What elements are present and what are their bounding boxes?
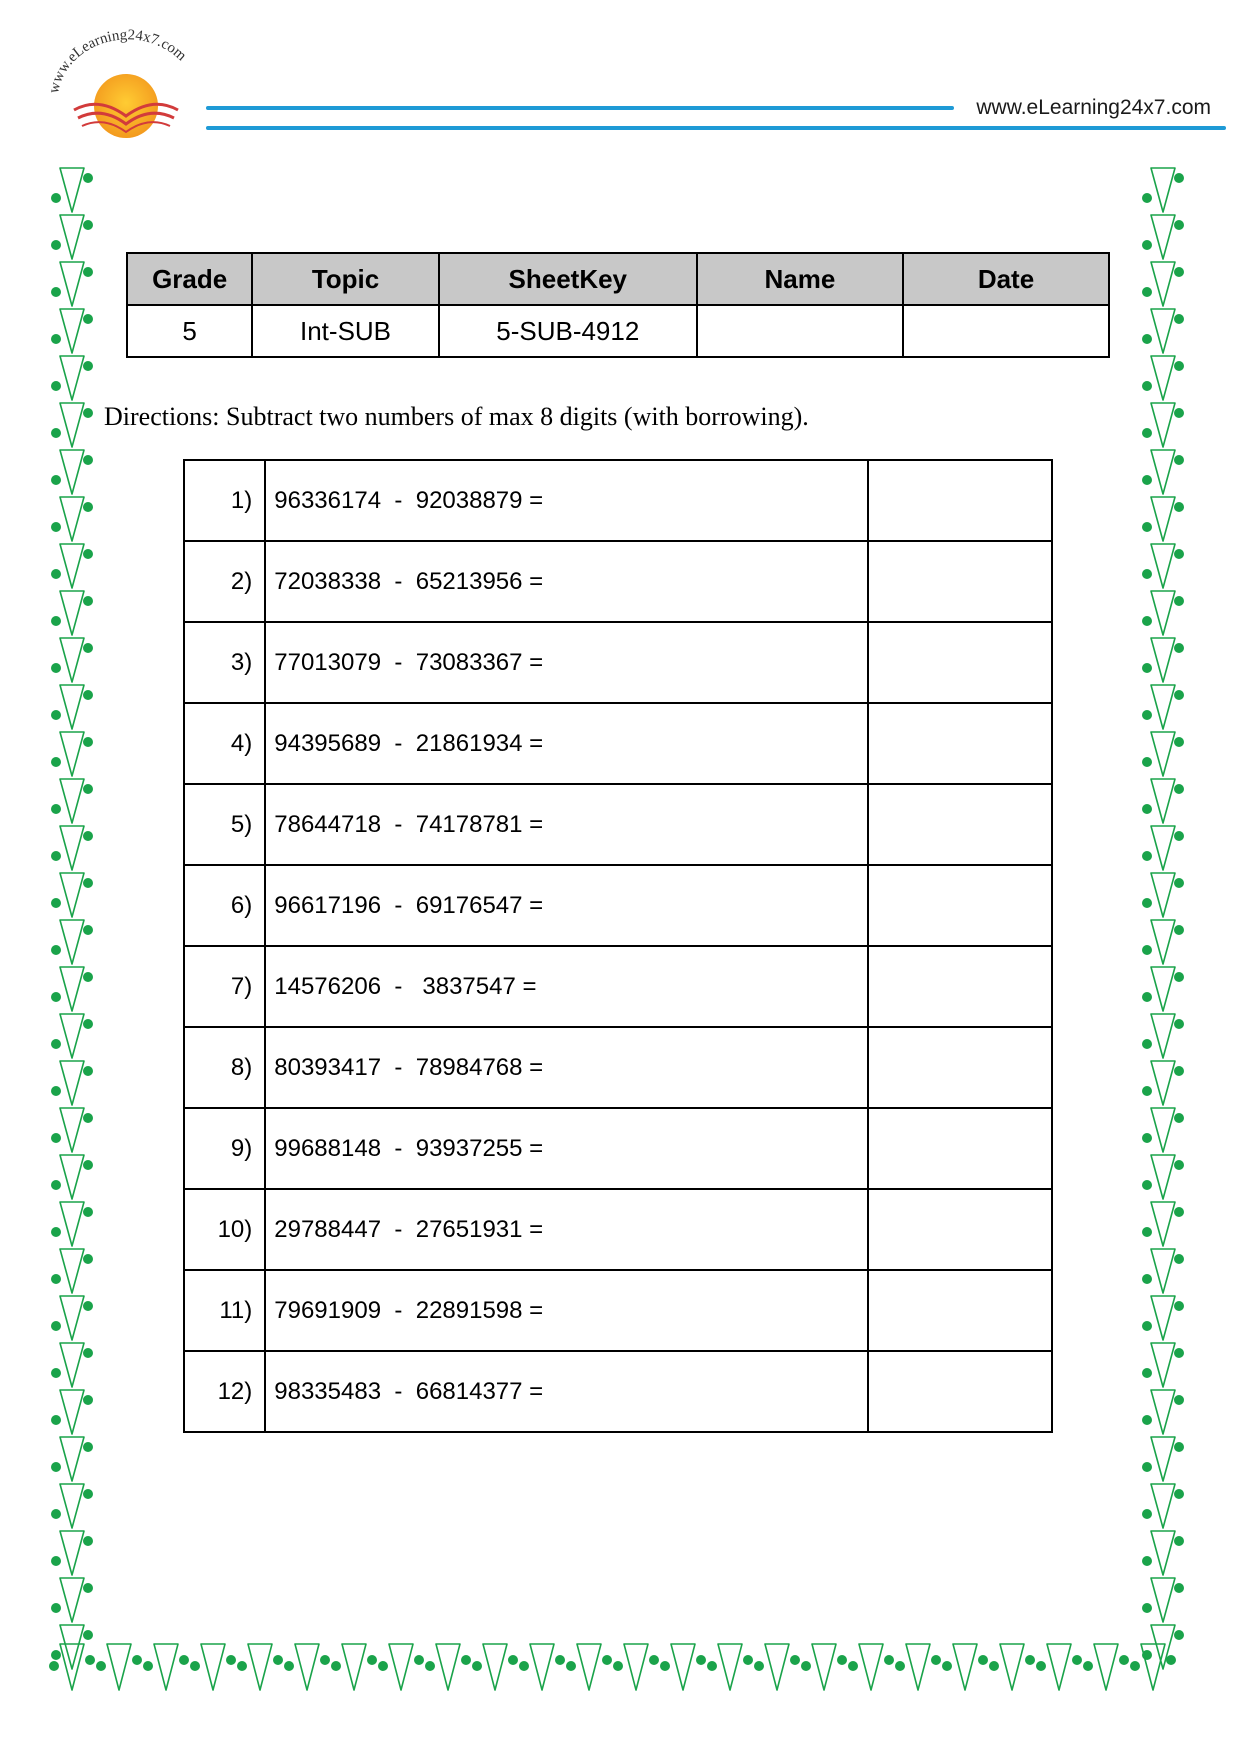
problem-number: 7): [184, 946, 265, 1027]
problem-row: [184, 1189, 1052, 1270]
grade-value: 5: [127, 305, 252, 357]
problem-expression: [265, 460, 868, 541]
logo-arc-text: www.eLearning24x7.com: [46, 27, 190, 95]
equals-sign: =: [522, 486, 544, 514]
equals-sign: =: [522, 1377, 544, 1405]
subtrahend: 78984768: [415, 1053, 523, 1081]
answer-box[interactable]: [868, 1108, 1052, 1189]
minuend: 79691909: [274, 1296, 382, 1324]
problem-row: [184, 946, 1052, 1027]
date-field[interactable]: [903, 305, 1109, 357]
minuend: 98335483: [274, 1377, 382, 1405]
subtrahend: 92038879: [415, 486, 523, 514]
problem-number: 6): [184, 865, 265, 946]
info-value-row: [127, 305, 1109, 357]
info-table: [126, 252, 1110, 358]
answer-box[interactable]: [868, 460, 1052, 541]
subtrahend: 69176547: [415, 891, 523, 919]
answer-box[interactable]: [868, 622, 1052, 703]
problem-expression: [265, 1189, 868, 1270]
minuend: 72038338: [274, 567, 382, 595]
problem-row: [184, 865, 1052, 946]
problem-row: [184, 1351, 1052, 1432]
problem-row: [184, 622, 1052, 703]
subtrahend: 73083367: [415, 648, 523, 676]
equals-sign: =: [522, 1134, 544, 1162]
answer-box[interactable]: [868, 1351, 1052, 1432]
subtrahend: 74178781: [415, 810, 523, 838]
minuend: 96336174: [274, 486, 382, 514]
subtrahend: 65213956: [415, 567, 523, 595]
equals-sign: =: [522, 648, 544, 676]
topic-header: Topic: [252, 253, 438, 305]
problem-row: [184, 1270, 1052, 1351]
problem-expression: [265, 622, 868, 703]
name-header: Name: [697, 253, 903, 305]
minus-sign: -: [381, 1377, 416, 1405]
equals-sign: =: [522, 1296, 544, 1324]
minuend: 80393417: [274, 1053, 382, 1081]
problem-number: 10): [184, 1189, 265, 1270]
info-header-row: [127, 253, 1109, 305]
minus-sign: -: [381, 810, 416, 838]
problem-expression: [265, 1270, 868, 1351]
problem-expression: [265, 1027, 868, 1108]
problem-row: [184, 1027, 1052, 1108]
equals-sign: =: [522, 891, 544, 919]
problem-number: 1): [184, 460, 265, 541]
problem-row: [184, 1108, 1052, 1189]
problem-number: 12): [184, 1351, 265, 1432]
problem-number: 11): [184, 1270, 265, 1351]
problem-row: [184, 460, 1052, 541]
equals-sign: =: [515, 972, 537, 1000]
subtrahend: 66814377: [415, 1377, 523, 1405]
answer-box[interactable]: [868, 1027, 1052, 1108]
minus-sign: -: [381, 1215, 416, 1243]
directions-text: Directions: Subtract two numbers of max 8 digits (with borrowing).: [104, 402, 809, 431]
minuend: 78644718: [274, 810, 382, 838]
answer-box[interactable]: [868, 1270, 1052, 1351]
date-header: Date: [903, 253, 1109, 305]
problems-table: [183, 459, 1053, 1433]
minuend: 14576206: [274, 972, 382, 1000]
minuend: 29788447: [274, 1215, 382, 1243]
problem-expression: [265, 865, 868, 946]
answer-box[interactable]: [868, 784, 1052, 865]
subtrahend: 27651931: [415, 1215, 523, 1243]
problem-expression: [265, 1108, 868, 1189]
answer-box[interactable]: [868, 703, 1052, 784]
minus-sign: -: [381, 1053, 416, 1081]
answer-box[interactable]: [868, 1189, 1052, 1270]
answer-box[interactable]: [868, 946, 1052, 1027]
problem-expression: [265, 703, 868, 784]
minus-sign: -: [381, 729, 416, 757]
problem-expression: [265, 946, 868, 1027]
subtrahend: 21861934: [415, 729, 523, 757]
minus-sign: -: [381, 567, 416, 595]
minus-sign: -: [381, 1296, 416, 1324]
answer-box[interactable]: [868, 865, 1052, 946]
problem-number: 2): [184, 541, 265, 622]
problem-number: 3): [184, 622, 265, 703]
minuend: 94395689: [274, 729, 382, 757]
problem-number: 8): [184, 1027, 265, 1108]
minuend: 77013079: [274, 648, 382, 676]
minus-sign: -: [381, 891, 416, 919]
minus-sign: -: [381, 972, 416, 1000]
problem-expression: [265, 541, 868, 622]
equals-sign: =: [522, 729, 544, 757]
minus-sign: -: [381, 486, 416, 514]
minus-sign: -: [381, 648, 416, 676]
name-field[interactable]: [697, 305, 903, 357]
sheetkey-header: SheetKey: [439, 253, 697, 305]
subtrahend: 93937255: [415, 1134, 523, 1162]
problem-number: 4): [184, 703, 265, 784]
answer-box[interactable]: [868, 541, 1052, 622]
problem-row: [184, 703, 1052, 784]
problem-expression: [265, 1351, 868, 1432]
minus-sign: -: [381, 1134, 416, 1162]
subtrahend: 22891598: [415, 1296, 523, 1324]
problem-row: [184, 541, 1052, 622]
equals-sign: =: [522, 1053, 544, 1081]
problem-row: [184, 784, 1052, 865]
equals-sign: =: [522, 1215, 544, 1243]
minuend: 99688148: [274, 1134, 382, 1162]
sheetkey-value: 5-SUB-4912: [439, 305, 697, 357]
minuend: 96617196: [274, 891, 382, 919]
grade-header: Grade: [127, 253, 252, 305]
equals-sign: =: [522, 810, 544, 838]
problem-number: 9): [184, 1108, 265, 1189]
subtrahend: 3837547: [415, 972, 516, 1000]
topic-value: Int-SUB: [252, 305, 438, 357]
problem-expression: [265, 784, 868, 865]
site-url: www.eLearning24x7.com: [976, 96, 1211, 119]
problem-number: 5): [184, 784, 265, 865]
equals-sign: =: [522, 567, 544, 595]
